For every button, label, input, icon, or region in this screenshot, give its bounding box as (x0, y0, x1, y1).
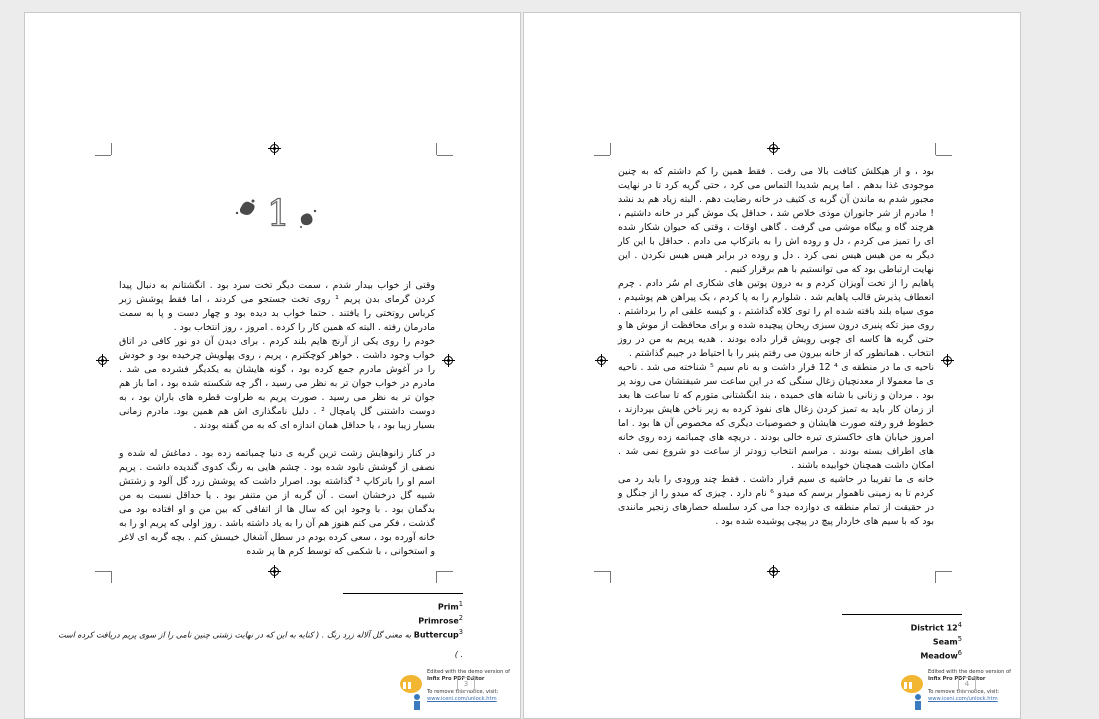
crop-mark (594, 155, 610, 156)
left-footnotes (58, 599, 463, 661)
registration-mark (270, 144, 279, 153)
right-page (523, 12, 1021, 719)
watermark-line: Edited with the demo version of (928, 669, 1012, 675)
crop-mark (936, 571, 952, 572)
footnote (115, 649, 463, 661)
chapter-digit: 1 (267, 194, 290, 235)
paragraph: در کنار زانوهایش زشت ترین گربه ی دنیا چمباتمه زده بود . دماغش له شده و نصفی از گوشش نابود شده بود . چشم هایی به رنگ کدوی گندیده داشت . پریم اسم او را باترکاپ ³ گذاشته بود. اصرار داشت که پوشش زرد گل آلود و زشتش شبیه گل درخشان است . آن گربه از من متنفر بود . یا حداقل نسبت به من بدگمان بود . با وجود این که سال ها از اتفاقی که بین من و او افتاده بود می گذشت ، فکر می کنم هنوز هم آن را به یاد داشته باشد . روز اولی که پریم او را به خانه آورده بود ، سعی کرده بودم در سطل آشغال خیسش کنم . بچه گربه ای لاغر و استخوانی ، با شکمی که توسط کرم ها پر شده (119, 448, 435, 557)
footnote-term: Meadow (920, 651, 958, 661)
left-body-text (119, 279, 435, 559)
footnote-mark: 4 (957, 621, 962, 629)
crop-mark (436, 571, 437, 583)
crop-mark (95, 571, 111, 572)
footnote (115, 599, 463, 613)
paragraph: خانه ی ما تقریبا در حاشیه ی سیم قرار داشت . فقط چند ورودی را باید رد می کردم تا به زمینی ناهموار برسم که میدو ⁶ نام دارد . چیزی که میدو را از جنگل و در حقیقت از تمام منطقه ی دوازده جدا می کرد سلسله حصارهای زنجیر مانندی بود که با سیم های خاردار پیچ در پیچی پوشیده شده بود . (618, 474, 934, 527)
footnote (58, 627, 463, 641)
watermark-line: Edited with the demo version of (427, 669, 511, 675)
infix-logo-icon (397, 673, 427, 711)
page-number: 3 (457, 677, 475, 691)
page-number: 4 (958, 677, 976, 691)
footnote-mark: 6 (957, 649, 962, 658)
crop-mark (111, 143, 112, 155)
crop-mark (437, 571, 453, 572)
footnote-mark: 1 (458, 600, 463, 608)
footnote-rule (842, 614, 962, 615)
registration-mark (769, 567, 778, 576)
footnote-note: به معنی گل آلاله زرد رنگ . ( کنایه به این که در نهایت زشتی چنین نامی را از سوی پریم دریافت کرده است (58, 630, 412, 640)
watermark-line: To remove this notice, visit: (427, 689, 499, 695)
paragraph: بود ، و از هیکلش کثافت بالا می رفت . فقط همین را کم داشتم که به چنین موجودی غذا بدهم . اما پریم شدیدا التماس می کرد ، حتی گریه کرد تا در نهایت مجبور شدم به ماندن آن گربه ی کثیف در خانه رضایت دهم . البته زیاد هم بد نشد ! مادرم از شر جانوران موذی خلاص شد ، حداقل یک موش گیر در خانه داشتیم ، هرچند گاه و بیگاه موشی می گرفت . گاهی اوقات ، وقتی که حیوان شکار شده ای را تمیز می کردم ، دل و روده اش را به باترکاپ می دادم . حداقل با این کار دیگر به من هیس هیس نمی کرد . دل و روده در برابر هیس هیس نکردن . این نهایت ارتباطی بود که می توانستیم با هم برقرار کنیم . (618, 166, 934, 275)
crop-mark (95, 155, 111, 156)
crop-mark (610, 143, 611, 155)
crop-mark (936, 155, 952, 156)
footnote-term: Prim (437, 602, 459, 612)
watermark-product: Infix Pro PDF Editor (928, 676, 986, 682)
right-footnotes (614, 620, 962, 662)
footnote-term: District 12 (910, 623, 958, 633)
left-page (24, 12, 521, 719)
crop-mark (594, 571, 610, 572)
watermark-product: Infix Pro PDF Editor (427, 676, 485, 682)
paragraph: خودم را روی یکی از آرنج هایم بلند کردم . برای دیدن آن دو نور کافی در اتاق خواب وجود داشت . خواهر کوچکترم ، پریم ، روی پهلویش چرخیده بود و خودش را در آغوش مادرم جمع کرده بود ، گونه هایشان به یکدیگر فشرده می شد . مادرم در خواب جوان تر به نظر می رسید ، اگر چه شکسته شده بود ، اما باز هم جوان تر به نظر می رسید . صورت پریم به طراوت قطره های باران بود ، به دوست داشتنی گل پامچال ² . دلیل نامگذاری اش هم همین بود. مادرم زمانی بسیار زیبا بود ، یا حداقل همان اندازه ای که به من گفته بودند . (119, 336, 435, 431)
watermark-link[interactable]: www.iceni.com/unlock.htm (928, 696, 998, 702)
footnote-mark: 3 (458, 628, 463, 637)
footnote-rule (343, 593, 463, 594)
registration-mark (769, 144, 778, 153)
crop-mark (610, 571, 611, 583)
right-body-text (618, 165, 934, 529)
crop-mark (935, 143, 936, 155)
footnote-term: Primrose (418, 616, 459, 626)
footnote-mark: 5 (957, 635, 962, 644)
infix-logo-icon (898, 673, 928, 711)
watermark (898, 669, 1018, 719)
crop-mark (935, 571, 936, 583)
watermark-link[interactable]: www.iceni.com/unlock.htm (427, 696, 497, 702)
footnote-note: . ) (454, 650, 463, 660)
crop-mark (436, 143, 437, 155)
watermark (397, 669, 517, 719)
footnote (614, 634, 962, 648)
registration-mark (597, 356, 606, 365)
registration-mark (444, 356, 453, 365)
footnote-term: Buttercup (413, 630, 459, 640)
registration-mark (270, 567, 279, 576)
paragraph: وقتی از خواب بیدار شدم ، سمت دیگر تخت سرد بود . انگشتانم به دنبال پیدا کردن گرمای بدن پریم ¹ روی تخت جستجو می کردند ، اما فقط پوشش زبر کرباس روتختی را یافتند . حتما خواب بد دیده بود و چهار دست و پا به سمت مادرمان رفته . البته که همین کار را کرده . امروز ، روز انتخاب بود . (119, 280, 435, 333)
chapter-number (231, 193, 321, 243)
registration-mark (98, 356, 107, 365)
footnote (614, 648, 962, 662)
footnote (115, 613, 463, 627)
paragraph: ناحیه ی ما در منطقه ی ⁴ 12 قرار داشت و به نام سیم ⁵ شناخته می شد . ناحیه ی ما معمولا از معدنچیان زغال سنگی که در این ساعت سر شیفتشان می روند پر بود . مردان و زنانی با شانه های خمیده ، بند انگشتانی متورم که تا ساعت ها بعد از زمان کار باید به تمیز کردن زغال های نفوذ کرده به زیر ناخن هایش بپردازند ، خطوط فرو رفته صورت هایشان و خصوصیات دیگری که مخصوص آن ها بود . اما امروز خیابان های خاکستری تیره خالی بودند . دریچه های چمباتمه زده روی خانه های اطراف بسته بودند . مراسم انتخاب زودتر از ساعت دو شروع نمی شد . امکان داشت همچنان خوابیده باشند . (618, 362, 935, 471)
footnote-mark: 2 (458, 614, 463, 623)
paragraph: پاهایم را از تخت آویزان کردم و به درون پوتین های شکاری ام سُر دادم . چرم انعطاف پذیرش قالب پاهایم شد . شلوارم را به پا کردم ، یک پیراهن هم پوشیدم ، موی سیاه بلند بافته شده ام را توی کلاه گذاشتم ، و کیسه علفی ام را برداشتم . روی میز تکه پنیری درون سبزی ریحان پیچیده شده و برای محافظت از موش ها و حتی گربه ها کاسه ای چوبی رویش قرار داده بودند . هدیه پریم به من در روز انتخاب . همانطور که از خانه بیرون می رفتم پنیر را با احتیاط در جیبم گذاشتم . (618, 278, 934, 359)
crop-mark (111, 571, 112, 583)
footnote (614, 620, 962, 634)
watermark-line: To remove this notice, visit: (928, 689, 1000, 695)
footnote-term: Seam (932, 637, 958, 647)
crop-mark (437, 155, 453, 156)
registration-mark (943, 356, 952, 365)
